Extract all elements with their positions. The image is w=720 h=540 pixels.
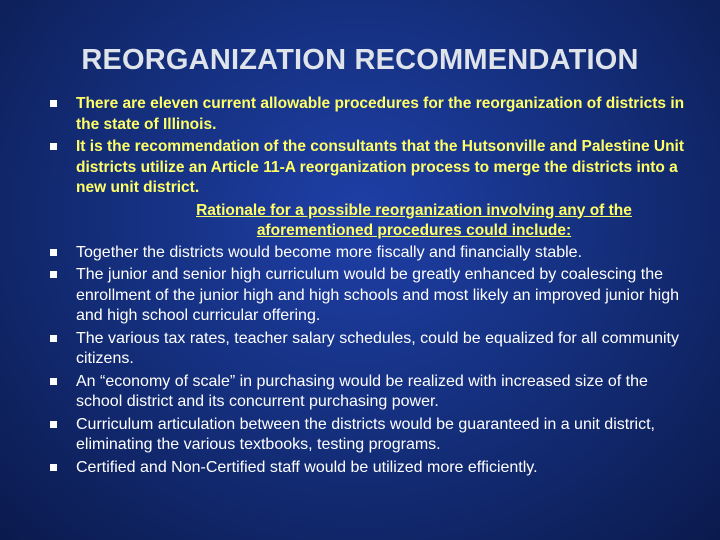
bullet-item [48,137,688,199]
bullet-text: There are eleven current allowable procedures for the reorganization of districts in the state of Illinois. [76,95,685,133]
bullet-item [48,329,688,370]
slide-title: REORGANIZATION RECOMMENDATION [81,44,639,76]
square-bullet-icon [50,421,57,428]
square-bullet-icon [50,335,57,342]
bullet-item [48,265,688,327]
bullet-item [48,458,688,479]
rationale-heading: Rationale for a possible reorganization involving any of the aforementioned procedures could include: [196,201,632,239]
bullet-item [48,243,688,264]
bullet-text: An “economy of scale” in purchasing would be realized with increased size of the school district and its concurrent purchasing power. [76,372,648,410]
square-bullet-icon [50,271,57,278]
bullet-text: Together the districts would become more fiscally and financially stable. [76,243,583,261]
square-bullet-icon [50,143,57,150]
square-bullet-icon [50,378,57,385]
bullet-text: Certified and Non-Certified staff would be utilized more efficiently. [76,458,538,476]
bullet-text: It is the recommendation of the consultants that the Hutsonville and Palestine Unit districts utilize an Article 11-A reorganization process to merge the districts into a new unit district. [76,138,685,196]
bullet-text: The various tax rates, teacher salary schedules, could be equalized for all community citizens. [76,329,679,367]
bullet-text: The junior and senior high curriculum would be greatly enhanced by coalescing the enrollment of the junior high and high schools and most likely an improved junior high and high school curricular offering. [76,266,680,324]
bullet-item [48,415,688,456]
bullet-text: Curriculum articulation between the districts would be guaranteed in a unit district, eliminating the various textbooks, testing programs. [76,415,655,453]
square-bullet-icon [50,100,57,107]
bullet-item [48,94,688,135]
bullet-item [48,372,688,413]
bullet-list [48,94,688,480]
square-bullet-icon [50,464,57,471]
square-bullet-icon [50,249,57,256]
